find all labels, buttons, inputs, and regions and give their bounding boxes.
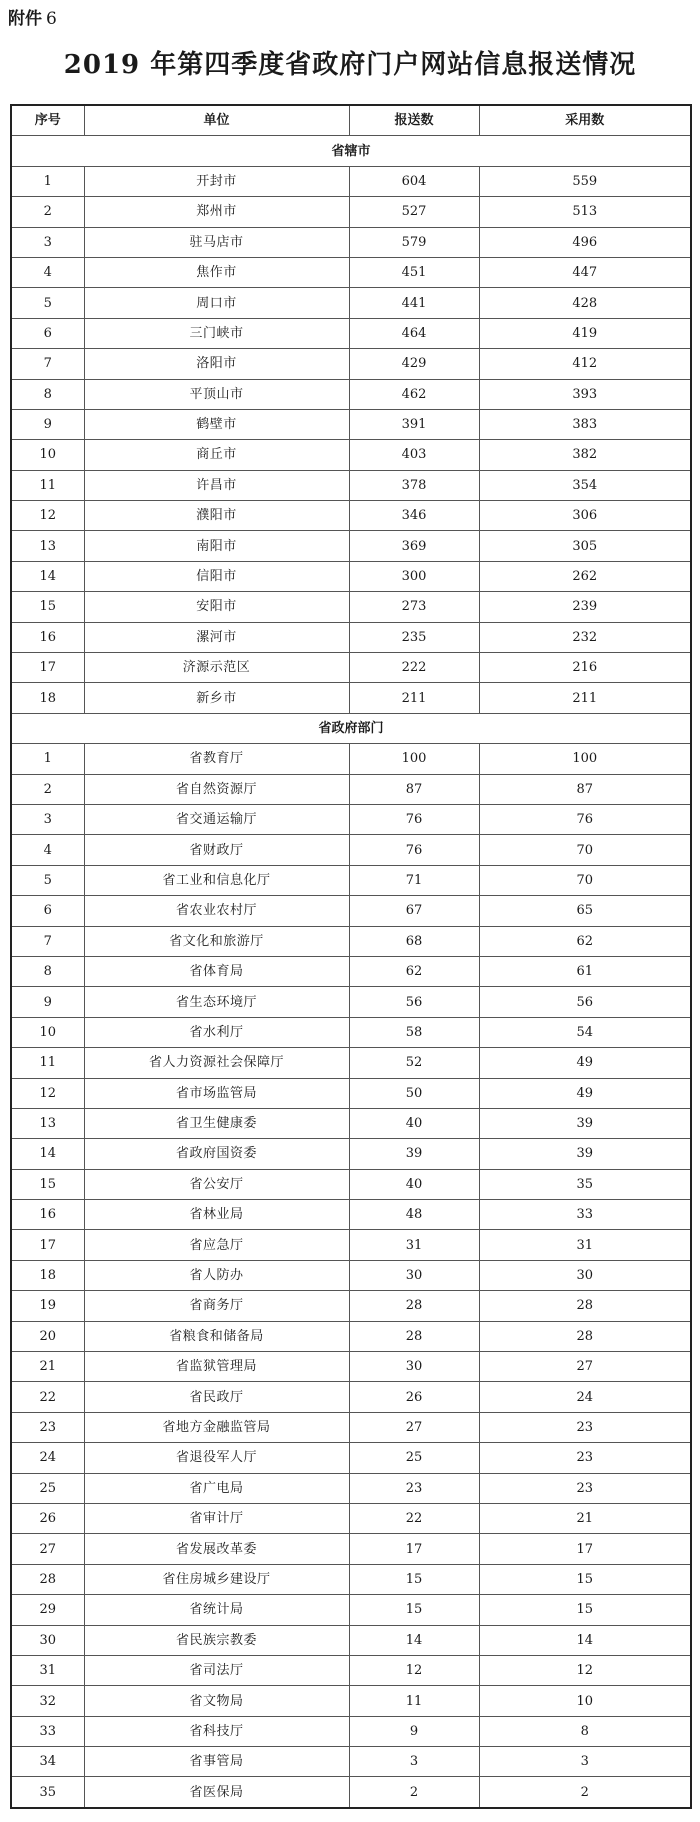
table-row	[11, 653, 691, 683]
row-index: 28	[11, 1564, 84, 1594]
row-index: 12	[11, 1078, 84, 1108]
row-index: 22	[11, 1382, 84, 1412]
table-row	[11, 409, 691, 439]
adopted-count: 17	[479, 1534, 691, 1564]
row-index: 16	[11, 1200, 84, 1230]
table-row	[11, 1382, 691, 1412]
unit-name: 省广电局	[84, 1473, 349, 1503]
adopted-count: 21	[479, 1503, 691, 1533]
unit-name: 省科技厅	[84, 1716, 349, 1746]
table-row	[11, 1716, 691, 1746]
header-index: 序号	[11, 105, 84, 136]
adopted-count: 31	[479, 1230, 691, 1260]
row-index: 6	[11, 318, 84, 348]
submitted-count: 300	[349, 561, 479, 591]
submitted-count: 67	[349, 896, 479, 926]
submitted-count: 464	[349, 318, 479, 348]
unit-name: 省发展改革委	[84, 1534, 349, 1564]
adopted-count: 216	[479, 653, 691, 683]
submitted-count: 76	[349, 835, 479, 865]
submitted-count: 28	[349, 1321, 479, 1351]
adopted-count: 39	[479, 1139, 691, 1169]
adopted-count: 262	[479, 561, 691, 591]
table-row	[11, 349, 691, 379]
table-row	[11, 1564, 691, 1594]
header-submitted: 报送数	[349, 105, 479, 136]
table-header-row	[11, 105, 691, 136]
row-index: 3	[11, 804, 84, 834]
row-index: 24	[11, 1443, 84, 1473]
table-row	[11, 1534, 691, 1564]
table-row	[11, 318, 691, 348]
adopted-count: 23	[479, 1412, 691, 1442]
table-row	[11, 1777, 691, 1808]
table-row	[11, 227, 691, 257]
adopted-count: 30	[479, 1260, 691, 1290]
section-header-row	[11, 713, 691, 743]
attachment-label: 附件 6	[8, 9, 57, 29]
submitted-count: 48	[349, 1200, 479, 1230]
unit-name: 安阳市	[84, 592, 349, 622]
submitted-count: 462	[349, 379, 479, 409]
table-row	[11, 774, 691, 804]
row-index: 31	[11, 1655, 84, 1685]
submitted-count: 346	[349, 501, 479, 531]
row-index: 13	[11, 531, 84, 561]
submitted-count: 9	[349, 1716, 479, 1746]
row-index: 19	[11, 1291, 84, 1321]
adopted-count: 2	[479, 1777, 691, 1808]
adopted-count: 28	[479, 1291, 691, 1321]
row-index: 18	[11, 1260, 84, 1290]
submitted-count: 17	[349, 1534, 479, 1564]
table-row	[11, 288, 691, 318]
adopted-count: 28	[479, 1321, 691, 1351]
submitted-count: 235	[349, 622, 479, 652]
submitted-count: 23	[349, 1473, 479, 1503]
adopted-count: 39	[479, 1108, 691, 1138]
unit-name: 省农业农村厅	[84, 896, 349, 926]
submitted-count: 58	[349, 1017, 479, 1047]
row-index: 17	[11, 653, 84, 683]
submitted-count: 40	[349, 1108, 479, 1138]
row-index: 9	[11, 409, 84, 439]
adopted-count: 100	[479, 744, 691, 774]
row-index: 9	[11, 987, 84, 1017]
row-index: 6	[11, 896, 84, 926]
unit-name: 许昌市	[84, 470, 349, 500]
table-row	[11, 1595, 691, 1625]
adopted-count: 305	[479, 531, 691, 561]
unit-name: 省商务厅	[84, 1291, 349, 1321]
unit-name: 信阳市	[84, 561, 349, 591]
unit-name: 省审计厅	[84, 1503, 349, 1533]
adopted-count: 496	[479, 227, 691, 257]
table-row	[11, 683, 691, 713]
table-row	[11, 1048, 691, 1078]
adopted-count: 14	[479, 1625, 691, 1655]
submitted-count: 30	[349, 1260, 479, 1290]
submitted-count: 26	[349, 1382, 479, 1412]
table-row	[11, 501, 691, 531]
row-index: 25	[11, 1473, 84, 1503]
table-row	[11, 896, 691, 926]
table-row	[11, 1321, 691, 1351]
row-index: 2	[11, 774, 84, 804]
adopted-count: 35	[479, 1169, 691, 1199]
row-index: 26	[11, 1503, 84, 1533]
table-row	[11, 744, 691, 774]
submitted-count: 2	[349, 1777, 479, 1808]
submitted-count: 369	[349, 531, 479, 561]
submitted-count: 31	[349, 1230, 479, 1260]
unit-name: 省市场监管局	[84, 1078, 349, 1108]
submitted-count: 71	[349, 865, 479, 895]
unit-name: 省卫生健康委	[84, 1108, 349, 1138]
row-index: 8	[11, 956, 84, 986]
unit-name: 省工业和信息化厅	[84, 865, 349, 895]
unit-name: 省监狱管理局	[84, 1352, 349, 1382]
row-index: 5	[11, 288, 84, 318]
unit-name: 洛阳市	[84, 349, 349, 379]
adopted-count: 56	[479, 987, 691, 1017]
row-index: 14	[11, 561, 84, 591]
table-row	[11, 166, 691, 196]
unit-name: 南阳市	[84, 531, 349, 561]
adopted-count: 3	[479, 1747, 691, 1777]
submitted-count: 100	[349, 744, 479, 774]
adopted-count: 232	[479, 622, 691, 652]
row-index: 1	[11, 166, 84, 196]
row-index: 3	[11, 227, 84, 257]
table-row	[11, 197, 691, 227]
unit-name: 三门峡市	[84, 318, 349, 348]
adopted-count: 70	[479, 835, 691, 865]
unit-name: 省生态环境厅	[84, 987, 349, 1017]
row-index: 33	[11, 1716, 84, 1746]
adopted-count: 61	[479, 956, 691, 986]
unit-name: 省事管局	[84, 1747, 349, 1777]
submitted-count: 451	[349, 257, 479, 287]
table-row	[11, 1108, 691, 1138]
table-row	[11, 561, 691, 591]
table-row	[11, 1169, 691, 1199]
unit-name: 漯河市	[84, 622, 349, 652]
adopted-count: 383	[479, 409, 691, 439]
unit-name: 省人力资源社会保障厅	[84, 1048, 349, 1078]
table-row	[11, 1473, 691, 1503]
adopted-count: 10	[479, 1686, 691, 1716]
unit-name: 省教育厅	[84, 744, 349, 774]
submitted-count: 22	[349, 1503, 479, 1533]
unit-name: 省交通运输厅	[84, 804, 349, 834]
row-index: 21	[11, 1352, 84, 1382]
row-index: 27	[11, 1534, 84, 1564]
unit-name: 省司法厅	[84, 1655, 349, 1685]
row-index: 7	[11, 926, 84, 956]
table-row	[11, 1412, 691, 1442]
unit-name: 驻马店市	[84, 227, 349, 257]
adopted-count: 239	[479, 592, 691, 622]
adopted-count: 27	[479, 1352, 691, 1382]
row-index: 16	[11, 622, 84, 652]
submitted-count: 30	[349, 1352, 479, 1382]
adopted-count: 87	[479, 774, 691, 804]
table-row	[11, 835, 691, 865]
submitted-count: 429	[349, 349, 479, 379]
row-index: 10	[11, 440, 84, 470]
header-unit: 单位	[84, 105, 349, 136]
row-index: 32	[11, 1686, 84, 1716]
row-index: 2	[11, 197, 84, 227]
submitted-count: 378	[349, 470, 479, 500]
adopted-count: 15	[479, 1595, 691, 1625]
submitted-count: 87	[349, 774, 479, 804]
unit-name: 省民政厅	[84, 1382, 349, 1412]
submitted-count: 14	[349, 1625, 479, 1655]
section-title: 省辖市	[11, 136, 691, 166]
submitted-count: 12	[349, 1655, 479, 1685]
row-index: 4	[11, 257, 84, 287]
submitted-count: 15	[349, 1564, 479, 1594]
unit-name: 郑州市	[84, 197, 349, 227]
adopted-count: 559	[479, 166, 691, 196]
row-index: 1	[11, 744, 84, 774]
table-row	[11, 865, 691, 895]
submitted-count: 403	[349, 440, 479, 470]
table-row	[11, 1443, 691, 1473]
unit-name: 省体育局	[84, 956, 349, 986]
row-index: 15	[11, 592, 84, 622]
unit-name: 省文化和旅游厅	[84, 926, 349, 956]
adopted-count: 211	[479, 683, 691, 713]
submitted-count: 25	[349, 1443, 479, 1473]
table-row	[11, 1503, 691, 1533]
unit-name: 商丘市	[84, 440, 349, 470]
submitted-count: 579	[349, 227, 479, 257]
submitted-count: 391	[349, 409, 479, 439]
row-index: 34	[11, 1747, 84, 1777]
unit-name: 济源示范区	[84, 653, 349, 683]
table-row	[11, 1655, 691, 1685]
unit-name: 濮阳市	[84, 501, 349, 531]
submitted-count: 222	[349, 653, 479, 683]
row-index: 13	[11, 1108, 84, 1138]
unit-name: 新乡市	[84, 683, 349, 713]
table-row	[11, 1260, 691, 1290]
adopted-count: 382	[479, 440, 691, 470]
unit-name: 焦作市	[84, 257, 349, 287]
adopted-count: 8	[479, 1716, 691, 1746]
adopted-count: 23	[479, 1443, 691, 1473]
unit-name: 省医保局	[84, 1777, 349, 1808]
table-row	[11, 1078, 691, 1108]
unit-name: 开封市	[84, 166, 349, 196]
document-title: 2019 年第四季度省政府门户网站信息报送情况	[63, 50, 637, 80]
row-index: 5	[11, 865, 84, 895]
table-row	[11, 440, 691, 470]
unit-name: 省粮食和储备局	[84, 1321, 349, 1351]
adopted-count: 12	[479, 1655, 691, 1685]
unit-name: 省地方金融监管局	[84, 1412, 349, 1442]
adopted-count: 354	[479, 470, 691, 500]
unit-name: 鹤壁市	[84, 409, 349, 439]
table-row	[11, 1139, 691, 1169]
unit-name: 平顶山市	[84, 379, 349, 409]
adopted-count: 70	[479, 865, 691, 895]
row-index: 12	[11, 501, 84, 531]
adopted-count: 393	[479, 379, 691, 409]
table-row	[11, 1230, 691, 1260]
table-row	[11, 470, 691, 500]
section-header-row	[11, 136, 691, 166]
unit-name: 省人防办	[84, 1260, 349, 1290]
adopted-count: 412	[479, 349, 691, 379]
adopted-count: 306	[479, 501, 691, 531]
submitted-count: 11	[349, 1686, 479, 1716]
table-row	[11, 1200, 691, 1230]
table-row	[11, 1686, 691, 1716]
unit-name: 省退役军人厅	[84, 1443, 349, 1473]
table-row	[11, 804, 691, 834]
row-index: 7	[11, 349, 84, 379]
adopted-count: 419	[479, 318, 691, 348]
submitted-count: 15	[349, 1595, 479, 1625]
adopted-count: 62	[479, 926, 691, 956]
submitted-count: 56	[349, 987, 479, 1017]
submitted-count: 604	[349, 166, 479, 196]
table-row	[11, 987, 691, 1017]
adopted-count: 513	[479, 197, 691, 227]
unit-name: 省应急厅	[84, 1230, 349, 1260]
table-row	[11, 1017, 691, 1047]
table-row	[11, 622, 691, 652]
adopted-count: 15	[479, 1564, 691, 1594]
table-row	[11, 1747, 691, 1777]
unit-name: 省政府国资委	[84, 1139, 349, 1169]
adopted-count: 76	[479, 804, 691, 834]
unit-name: 省住房城乡建设厅	[84, 1564, 349, 1594]
submitted-count: 76	[349, 804, 479, 834]
table-row	[11, 1291, 691, 1321]
submitted-count: 527	[349, 197, 479, 227]
row-index: 29	[11, 1595, 84, 1625]
unit-name: 省文物局	[84, 1686, 349, 1716]
unit-name: 省民族宗教委	[84, 1625, 349, 1655]
row-index: 30	[11, 1625, 84, 1655]
row-index: 4	[11, 835, 84, 865]
row-index: 18	[11, 683, 84, 713]
table-row	[11, 257, 691, 287]
table-row	[11, 379, 691, 409]
adopted-count: 428	[479, 288, 691, 318]
submitted-count: 211	[349, 683, 479, 713]
adopted-count: 24	[479, 1382, 691, 1412]
adopted-count: 447	[479, 257, 691, 287]
submitted-count: 39	[349, 1139, 479, 1169]
table-row	[11, 926, 691, 956]
header-adopted: 采用数	[479, 105, 691, 136]
report-table	[10, 104, 692, 1809]
row-index: 8	[11, 379, 84, 409]
unit-name: 省公安厅	[84, 1169, 349, 1199]
submitted-count: 28	[349, 1291, 479, 1321]
table-body	[11, 136, 691, 1808]
row-index: 20	[11, 1321, 84, 1351]
table-row	[11, 592, 691, 622]
row-index: 35	[11, 1777, 84, 1808]
table-row	[11, 1625, 691, 1655]
adopted-count: 33	[479, 1200, 691, 1230]
section-title: 省政府部门	[11, 713, 691, 743]
table-row	[11, 956, 691, 986]
unit-name: 省水利厅	[84, 1017, 349, 1047]
row-index: 23	[11, 1412, 84, 1442]
submitted-count: 273	[349, 592, 479, 622]
adopted-count: 65	[479, 896, 691, 926]
submitted-count: 40	[349, 1169, 479, 1199]
row-index: 11	[11, 470, 84, 500]
submitted-count: 52	[349, 1048, 479, 1078]
row-index: 10	[11, 1017, 84, 1047]
row-index: 11	[11, 1048, 84, 1078]
submitted-count: 441	[349, 288, 479, 318]
submitted-count: 3	[349, 1747, 479, 1777]
unit-name: 省林业局	[84, 1200, 349, 1230]
table-row	[11, 531, 691, 561]
unit-name: 省财政厅	[84, 835, 349, 865]
row-index: 17	[11, 1230, 84, 1260]
table-row	[11, 1352, 691, 1382]
submitted-count: 62	[349, 956, 479, 986]
row-index: 15	[11, 1169, 84, 1199]
unit-name: 周口市	[84, 288, 349, 318]
unit-name: 省自然资源厅	[84, 774, 349, 804]
adopted-count: 49	[479, 1048, 691, 1078]
adopted-count: 54	[479, 1017, 691, 1047]
adopted-count: 23	[479, 1473, 691, 1503]
row-index: 14	[11, 1139, 84, 1169]
submitted-count: 27	[349, 1412, 479, 1442]
adopted-count: 49	[479, 1078, 691, 1108]
submitted-count: 50	[349, 1078, 479, 1108]
unit-name: 省统计局	[84, 1595, 349, 1625]
submitted-count: 68	[349, 926, 479, 956]
